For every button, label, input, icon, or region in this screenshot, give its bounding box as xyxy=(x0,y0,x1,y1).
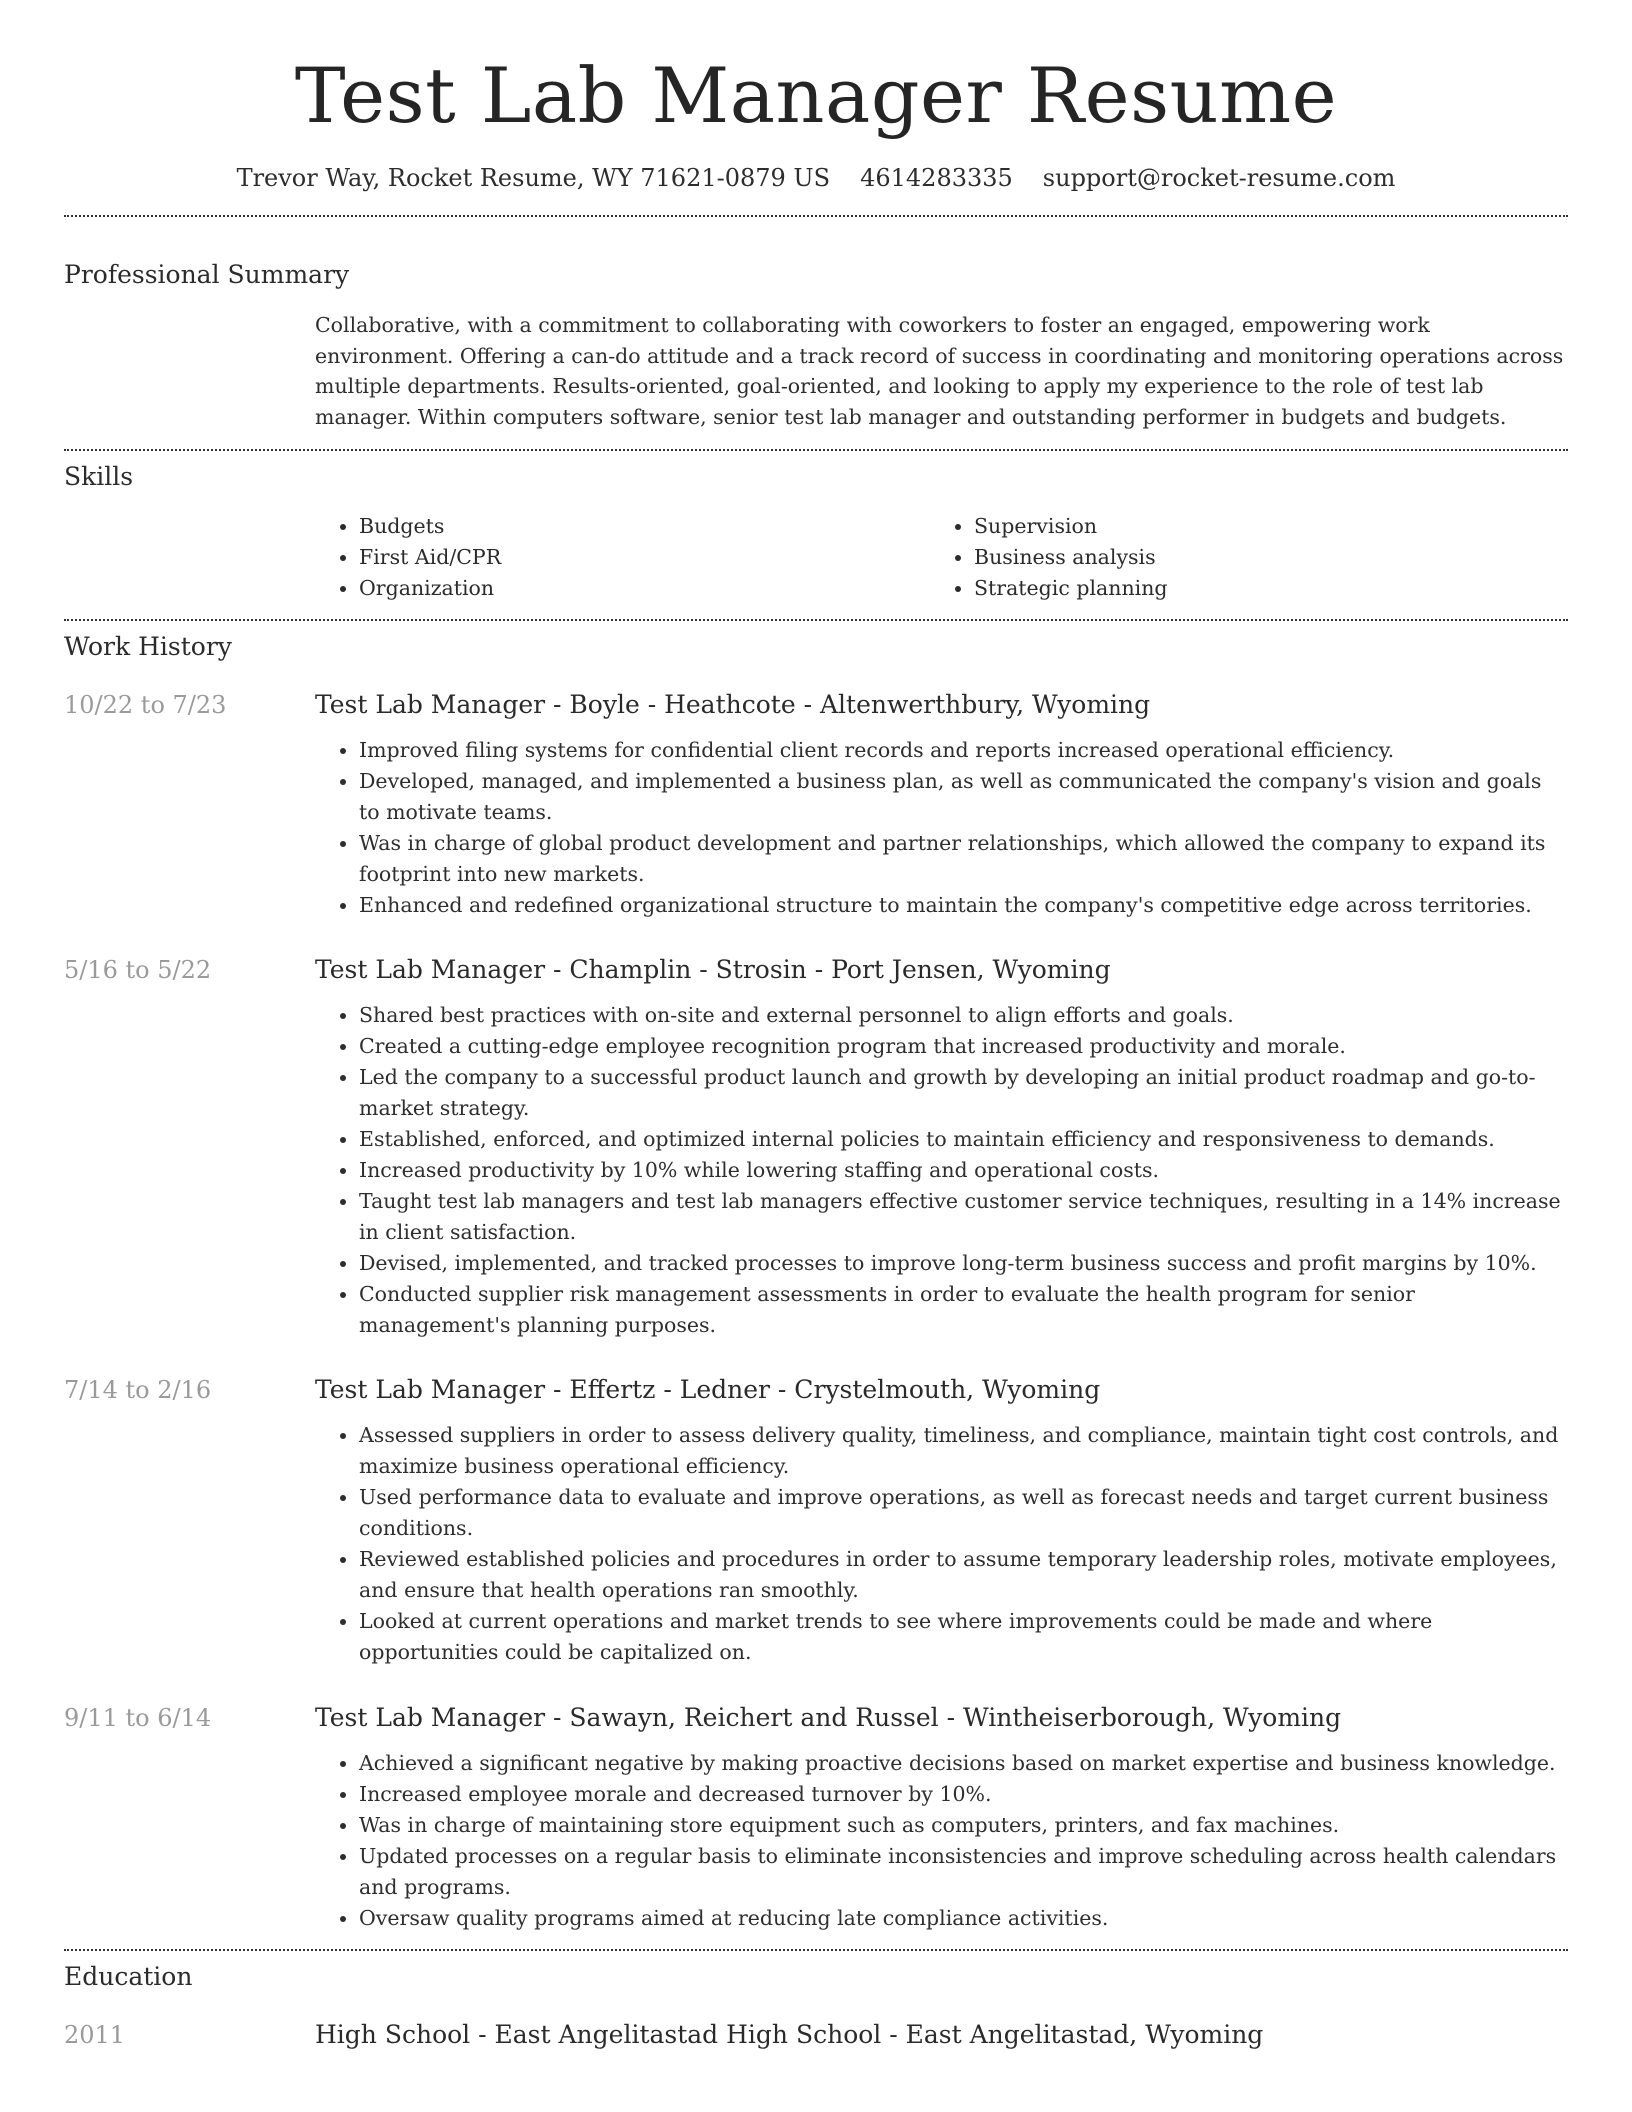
job-title: Test Lab Manager - Effertz - Ledner - Crystelmouth, Wyoming xyxy=(315,1375,1101,1404)
education-title: High School - East Angelitastad High School - East Angelitastad, Wyoming xyxy=(315,2020,1264,2049)
work-history-section xyxy=(64,631,1568,1934)
skill-item: • Business analysis xyxy=(974,542,1545,573)
skill-item: • Budgets xyxy=(359,511,930,542)
job-bullet: • Developed, managed, and implemented a business plan, as well as communicated the company's vision and goals to motivate teams. xyxy=(359,766,1568,828)
skills-heading: Skills xyxy=(64,462,134,491)
job-bullet: • Shared best practices with on-site and external personnel to align efforts and goals. xyxy=(359,1000,1568,1031)
job-bullet: • Conducted supplier risk management assessments in order to evaluate the health program for senior management's planning purposes. xyxy=(359,1279,1568,1341)
job-bullet: • Increased productivity by 10% while lowering staffing and operational costs. xyxy=(359,1155,1568,1186)
job-details xyxy=(315,1702,1568,1934)
skill-item: • First Aid/CPR xyxy=(359,542,930,573)
job-bullet: • Assessed suppliers in order to assess delivery quality, timeliness, and compliance, maintain tight cost controls, and maximize business operational efficiency. xyxy=(359,1420,1568,1482)
job-bullet: • Created a cutting-edge employee recognition program that increased productivity and morale. xyxy=(359,1031,1568,1062)
job-bullet: • Oversaw quality programs aimed at reducing late compliance activities. xyxy=(359,1903,1568,1934)
education-details xyxy=(315,2019,1568,2051)
job-bullet: • Devised, implemented, and tracked processes to improve long-term business success and profit margins by 10%. xyxy=(359,1248,1568,1279)
summary-heading: Professional Summary xyxy=(64,260,350,289)
job-title: Test Lab Manager - Boyle - Heathcote - Altenwerthbury, Wyoming xyxy=(315,690,1151,719)
job-bullet: • Enhanced and redefined organizational structure to maintain the company's competitive edge across territories. xyxy=(359,890,1568,921)
job-bullets xyxy=(315,1420,1568,1668)
job-details xyxy=(315,689,1568,921)
job-dates: 9/11 to 6/14 xyxy=(64,1704,212,1732)
divider xyxy=(64,619,1568,621)
education-entry xyxy=(64,2019,1568,2051)
contact-line xyxy=(64,164,1568,192)
contact-email[interactable]: support@rocket-resume.com xyxy=(1042,164,1396,192)
job-bullets xyxy=(315,1000,1568,1341)
contact-address: Trevor Way, Rocket Resume, WY 71621-0879 US xyxy=(236,164,831,192)
resume-title: Test Lab Manager Resume xyxy=(294,51,1338,140)
job-entry xyxy=(64,689,1568,921)
job-bullet: • Updated processes on a regular basis to eliminate inconsistencies and improve scheduling across health calendars and programs. xyxy=(359,1841,1568,1903)
education-section xyxy=(64,1961,1568,2051)
education-heading: Education xyxy=(64,1962,193,1991)
job-bullet: • Looked at current operations and market trends to see where improvements could be made and where opportunities could be capitalized on. xyxy=(359,1606,1568,1668)
resume-page xyxy=(64,0,1568,2051)
job-bullet: • Used performance data to evaluate and improve operations, as well as forecast needs and target current business conditions. xyxy=(359,1482,1568,1544)
divider xyxy=(64,215,1568,217)
job-entry xyxy=(64,954,1568,1341)
skills-column-1 xyxy=(315,511,930,604)
job-bullet: • Was in charge of global product development and partner relationships, which allowed the company to expand its footprint into new markets. xyxy=(359,828,1568,890)
job-bullet: • Improved filing systems for confidential client records and reports increased operational efficiency. xyxy=(359,735,1568,766)
job-dates: 5/16 to 5/22 xyxy=(64,956,212,984)
summary-text: Collaborative, with a commitment to collaborating with coworkers to foster an engaged, empowering work environment. Offering a can-do attitude and a track record of success in coordinating and monitoring operations across multiple departments. Results-oriented, goal-oriented, and looking to apply my experience to the role of test lab manager. Within computers software, senior test lab manager and outstanding performer in budgets and budgets. xyxy=(315,313,1564,429)
job-bullet: • Increased employee morale and decreased turnover by 10%. xyxy=(359,1779,1568,1810)
skills-grid xyxy=(315,511,1568,604)
job-bullets xyxy=(315,735,1568,921)
contact-phone: 4614283335 xyxy=(860,164,1013,192)
work-history-heading: Work History xyxy=(64,632,232,661)
job-title: Test Lab Manager - Sawayn, Reichert and Russel - Wintheiserborough, Wyoming xyxy=(315,1703,1342,1732)
job-bullet: • Was in charge of maintaining store equipment such as computers, printers, and fax machines. xyxy=(359,1810,1568,1841)
skills-section xyxy=(64,461,1568,604)
divider xyxy=(64,1949,1568,1951)
job-bullet: • Established, enforced, and optimized internal policies to maintain efficiency and responsiveness to demands. xyxy=(359,1124,1568,1155)
summary-section xyxy=(64,259,1568,432)
job-details xyxy=(315,954,1568,1341)
job-bullet: • Taught test lab managers and test lab managers effective customer service techniques, resulting in a 14% increase in client satisfaction. xyxy=(359,1186,1568,1248)
job-dates: 10/22 to 7/23 xyxy=(64,691,227,719)
skill-item: • Strategic planning xyxy=(974,573,1545,604)
job-title: Test Lab Manager - Champlin - Strosin - Port Jensen, Wyoming xyxy=(315,955,1111,984)
skill-item: • Organization xyxy=(359,573,930,604)
skill-item: • Supervision xyxy=(974,511,1545,542)
job-details xyxy=(315,1374,1568,1668)
job-bullet: • Reviewed established policies and procedures in order to assume temporary leadership roles, motivate employees, and ensure that health operations ran smoothly. xyxy=(359,1544,1568,1606)
job-bullet: • Led the company to a successful product launch and growth by developing an initial product roadmap and go-to-market strategy. xyxy=(359,1062,1568,1124)
job-entry xyxy=(64,1374,1568,1668)
job-entry xyxy=(64,1702,1568,1934)
divider xyxy=(64,449,1568,451)
education-year: 2011 xyxy=(64,2021,126,2049)
job-bullet: • Achieved a significant negative by making proactive decisions based on market expertise and business knowledge. xyxy=(359,1748,1568,1779)
job-dates: 7/14 to 2/16 xyxy=(64,1376,212,1404)
job-bullets xyxy=(315,1748,1568,1934)
skills-column-2 xyxy=(930,511,1545,604)
